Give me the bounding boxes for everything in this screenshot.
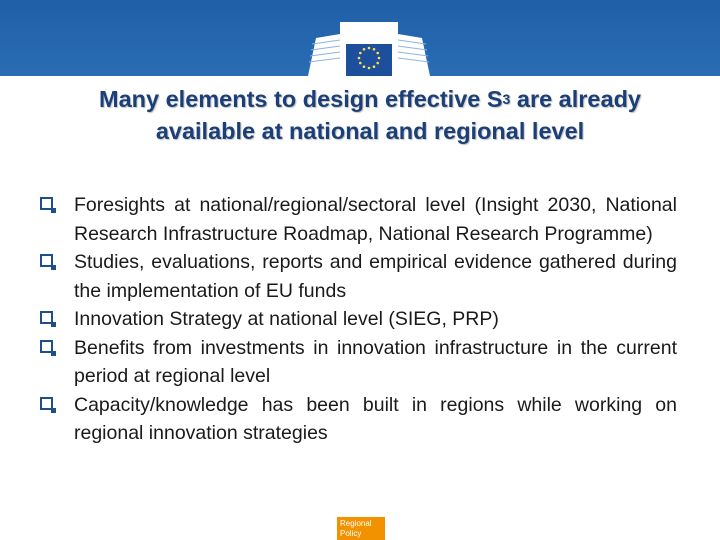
list-item-text: Benefits from investments in innovation infrastructure in the current period at regional level [74,336,677,387]
list-item-text: Innovation Strategy at national level (SIEG, PRP) [74,308,499,330]
list-item [40,248,677,305]
logo-line1: Regional [340,519,372,528]
checkbox-bullet-icon [40,254,53,267]
list-item-text: Capacity/knowledge has been built in regions while working on regional innovation strategies [74,393,677,444]
eu-flag-building-icon [306,14,432,76]
list-item [40,191,677,248]
checkbox-bullet-icon [40,197,53,210]
list-item-text: Studies, evaluations, reports and empirical evidence gathered during the implementation of EU funds [74,251,677,302]
regional-policy-logo [337,517,385,540]
list-item [40,305,677,334]
slide-title [30,85,710,146]
title-line2: available at national and regional level [155,118,585,144]
bullet-list [40,191,677,448]
title-line1-after: are already [510,86,641,112]
checkbox-bullet-icon [40,397,53,410]
title-superscript: 3 [502,91,511,107]
logo-line2: Policy [340,529,362,538]
list-item [40,334,677,391]
title-line1-before: Many elements to design effective S [99,86,503,112]
checkbox-bullet-icon [40,311,53,324]
header-banner [0,0,720,76]
checkbox-bullet-icon [40,340,53,353]
list-item [40,391,677,448]
list-item-text: Foresights at national/regional/sectoral level (Insight 2030, National Research Infrastructure Roadmap, National Research Programme) [74,194,677,245]
